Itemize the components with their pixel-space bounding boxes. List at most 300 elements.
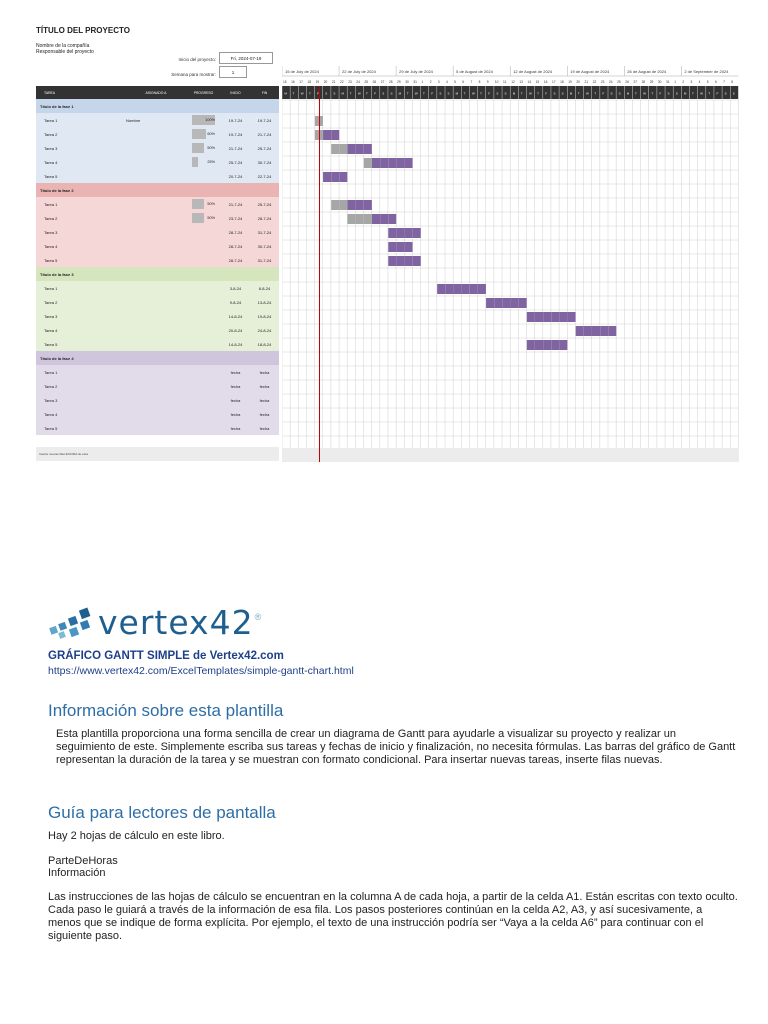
task-start[interactable]: 21-7-24 [228,145,243,151]
task-row[interactable] [36,309,279,323]
gantt-task-cell [535,312,543,322]
gantt-task-cell [470,284,478,294]
gantt-task-cell [396,158,404,168]
task-progress[interactable] [186,239,221,253]
task-end[interactable]: 18-8-24 [257,341,272,347]
task-end[interactable]: 22-7-24 [257,173,272,179]
task-progress[interactable] [186,421,221,435]
day-number: 14 [527,80,532,84]
week-label: 26 de August de 2024 [627,69,667,74]
task-name[interactable]: Tarea 3 [44,229,58,235]
week-label: 2 de September de 2024 [684,69,729,74]
day-letter: W [586,91,589,96]
gantt-task-cell [511,298,519,308]
task-progress[interactable] [186,407,221,421]
task-end[interactable]: fecha [259,397,270,403]
task-progress[interactable] [186,253,221,267]
progress-value: 25% [207,160,215,164]
day-letter: W [700,91,703,96]
task-row[interactable] [36,197,279,211]
project-title[interactable]: TÍTULO DEL PROYECTO [36,26,130,35]
gantt-task-cell [559,340,567,350]
task-start[interactable]: 14-8-24 [228,313,243,319]
day-letter: F [716,91,719,96]
task-start[interactable]: fecha [230,411,241,417]
day-number: 31 [666,80,670,84]
task-progress[interactable] [186,225,221,239]
day-letter: T [366,91,368,96]
gantt-task-cell [502,298,510,308]
gantt-footer-band [282,448,738,462]
day-letter: F [488,91,491,96]
gantt-task-cell [584,326,592,336]
day-letter: T [594,91,597,96]
gantt-progress-cell [315,130,323,140]
task-end[interactable]: fecha [259,369,270,375]
task-progress[interactable] [186,155,221,169]
gantt-progress-cell [331,200,339,210]
day-letter: F [545,91,548,96]
day-number: 27 [633,80,637,84]
gantt-progress-cell [348,214,356,224]
day-letter: S [732,91,735,96]
phase-title[interactable]: Título de la fase 2 [36,183,279,197]
gantt-chart [282,66,740,462]
template-link[interactable]: https://www.vertex42.com/ExcelTemplates/simple-gantt-chart.html [48,665,354,677]
task-start[interactable]: 3-8-24 [229,285,242,291]
task-row[interactable] [36,225,279,239]
gantt-task-cell [551,340,559,350]
day-letter: S [504,91,507,96]
task-end[interactable]: 31-7-24 [257,257,272,263]
display-week-input[interactable]: 1 [219,66,247,78]
task-progress[interactable] [186,379,221,393]
day-number: 15 [535,80,540,84]
day-number: 2 [429,80,432,84]
sheet-list [48,855,738,879]
day-letter: S [610,91,613,96]
gantt-task-cell [380,158,388,168]
gantt-task-cell [413,256,421,266]
task-progress[interactable] [186,197,221,211]
day-number: 20 [323,80,328,84]
day-number: 25 [617,80,621,84]
task-end[interactable]: 31-7-24 [257,229,272,235]
progress-bar [192,199,204,209]
gantt-task-cell [437,284,445,294]
task-start[interactable]: 19-7-24 [228,131,243,137]
table-header [36,86,279,99]
task-name[interactable]: Tarea 2 [44,131,58,137]
gantt-task-cell [559,312,567,322]
task-name[interactable]: Tarea 3 [44,145,58,151]
day-number: 30 [405,80,409,84]
day-number: 28 [388,80,393,84]
progress-bar [192,143,204,153]
day-number: 29 [397,80,401,84]
day-number: 16 [543,80,548,84]
gantt-task-cell [356,144,364,154]
day-letter: T [537,91,539,96]
task-row[interactable] [36,337,279,351]
task-name[interactable]: Tarea 1 [44,285,58,291]
day-letter: F [602,91,605,96]
day-letter: W [300,91,304,96]
gantt-task-cell [445,284,453,294]
task-progress[interactable] [186,295,221,309]
task-progress[interactable] [186,281,221,295]
week-label: 19 de August de 2024 [570,69,610,74]
phase-group [36,267,279,351]
day-letter: S [724,91,727,96]
gantt-sheet [0,0,768,470]
task-progress[interactable] [186,337,221,351]
gantt-task-cell [453,284,461,294]
task-start[interactable]: 14-8-24 [228,341,243,347]
task-name[interactable]: Tarea 4 [44,411,58,417]
day-letter: S [675,91,678,96]
task-end[interactable]: 30-7-24 [257,159,272,165]
task-name[interactable]: Tarea 4 [44,243,58,249]
day-letter: S [618,91,621,96]
task-assigned[interactable]: Nombre [126,117,141,123]
gantt-task-cell [543,312,551,322]
task-row[interactable] [36,127,279,141]
progress-value: 50% [207,202,215,206]
week-label: 15 de July de 2024 [285,69,319,74]
task-end[interactable]: 8-8-24 [258,285,271,291]
day-letter: S [333,91,336,96]
task-progress[interactable] [186,309,221,323]
task-start[interactable]: 25-7-24 [228,159,243,165]
gantt-task-cell [527,312,535,322]
day-letter: S [390,91,393,96]
logo-icon [48,605,92,639]
day-number: 28 [641,80,646,84]
gantt-task-cell [551,312,559,322]
task-start[interactable]: 28-7-24 [228,257,243,263]
day-letter: T [406,91,409,96]
day-number: 15 [283,80,287,84]
day-number: 16 [291,80,295,84]
task-progress[interactable] [186,169,221,183]
gantt-task-cell [331,172,339,182]
day-number: 9 [486,80,489,84]
task-start[interactable]: fecha [230,383,241,389]
gantt-task-cell [388,228,396,238]
task-row[interactable] [36,211,279,225]
progress-bar [192,213,204,223]
gantt-task-cell [323,172,331,182]
day-number: 17 [299,80,303,84]
phase-title[interactable]: Título de la fase 4 [36,351,279,365]
task-name[interactable]: Tarea 5 [44,257,58,263]
day-number: 6 [714,80,717,84]
task-end[interactable]: 25-7-24 [257,201,272,207]
task-name[interactable]: Tarea 4 [44,327,58,333]
day-number: 5 [454,80,456,84]
task-start[interactable]: 20-8-24 [228,327,243,333]
day-number: 5 [706,80,709,84]
task-name[interactable]: Tarea 1 [44,369,58,375]
day-number: 11 [503,80,507,84]
gantt-task-cell [380,214,388,224]
task-progress[interactable] [186,113,221,127]
guide-sheet-count: Hay 2 hojas de cálculo en este libro. [48,830,225,842]
day-number: 22 [340,80,344,84]
day-letter: T [463,91,466,96]
logo-text: vertex42 [98,602,254,642]
info-section [48,600,738,943]
day-letter: S [325,91,328,96]
task-name[interactable]: Tarea 5 [44,173,58,179]
task-start[interactable]: fecha [230,397,241,403]
task-start[interactable]: 28-7-24 [228,229,243,235]
day-number: 23 [600,80,605,84]
task-row[interactable] [36,421,279,435]
gantt-progress-cell [364,214,372,224]
task-name[interactable]: Tarea 1 [44,201,58,207]
progress-value: 60% [207,132,215,136]
task-start[interactable]: 21-7-24 [228,201,243,207]
logo-trademark: ® [254,612,262,622]
task-row[interactable] [36,239,279,253]
project-start-input[interactable]: Fri, 2024-07-19 [219,52,273,64]
task-progress[interactable] [186,211,221,225]
day-letter: M [455,91,459,96]
task-progress[interactable] [186,365,221,379]
day-number: 7 [470,80,473,84]
day-number: 18 [560,80,564,84]
day-letter: T [480,91,482,96]
gantt-task-cell [396,242,404,252]
gantt-progress-cell [364,158,372,168]
gantt-task-cell [388,158,396,168]
week-label: 12 de August de 2024 [513,69,553,74]
day-letter: M [683,91,687,96]
day-number: 13 [519,80,523,84]
task-end[interactable]: 19-7-24 [257,117,272,123]
gantt-task-cell [405,256,413,266]
task-start[interactable]: fecha [230,369,241,375]
day-number: 7 [723,80,725,84]
day-number: 27 [380,80,385,84]
day-number: 24 [356,80,360,84]
task-name[interactable]: Tarea 2 [44,383,58,389]
gantt-task-cell [405,228,413,238]
sheet-name-2: Información [48,867,106,879]
task-progress[interactable] [186,141,221,155]
day-number: 4 [446,80,448,84]
gantt-progress-cell [339,200,347,210]
task-name[interactable]: Tarea 1 [44,117,58,123]
day-letter: M [284,91,287,96]
day-number: 24 [609,80,613,84]
task-row[interactable] [36,323,279,337]
phase-title[interactable]: Título de la fase 3 [36,267,279,281]
gantt-task-cell [600,326,608,336]
gantt-task-cell [568,312,576,322]
day-letter: W [471,91,475,96]
day-number: 19 [315,80,320,84]
task-name[interactable]: Tarea 2 [44,215,58,221]
task-end[interactable]: fecha [259,425,270,431]
task-start[interactable]: 23-7-24 [228,215,243,221]
task-end[interactable]: 13-8-24 [257,299,272,305]
task-progress[interactable] [186,393,221,407]
task-row[interactable] [36,281,279,295]
day-number: 4 [698,80,701,84]
day-number: 20 [576,80,580,84]
phase-group [36,351,279,435]
day-number: 22 [592,80,597,84]
progress-bar [192,157,198,167]
week-label: 29 de July de 2024 [399,69,433,74]
task-end[interactable]: 25-7-24 [257,145,272,151]
day-letter: T [651,91,654,96]
day-number: 8 [731,80,734,84]
vertex42-logo [48,600,738,644]
day-letter: T [292,91,295,96]
week-label: 5 de August de 2024 [456,69,493,74]
task-end[interactable]: 24-8-24 [257,327,272,333]
day-letter: M [569,91,573,96]
task-progress[interactable] [186,127,221,141]
day-letter: F [659,91,662,96]
day-letter: T [423,91,425,96]
insert-rows-note: Inserte nuevas filas ENCIMA de ésta [36,447,279,461]
day-letter: M [626,91,630,96]
task-row[interactable] [36,393,279,407]
phase-group [36,99,279,183]
gantt-task-cell [364,200,372,210]
day-number: 26 [372,80,377,84]
company-name[interactable]: Nombre de la compañía [36,43,90,49]
task-name[interactable]: Tarea 5 [44,425,58,431]
gantt-progress-cell [331,144,339,154]
gantt-task-cell [413,228,421,238]
task-row[interactable] [36,253,279,267]
about-heading: Información sobre esta plantilla [48,701,284,720]
task-end[interactable]: fecha [259,411,270,417]
task-start[interactable]: 9-8-24 [229,299,242,305]
day-letter: W [643,91,646,96]
task-progress[interactable] [186,323,221,337]
day-number: 1 [421,80,424,84]
day-letter: T [520,91,523,96]
day-number: 26 [625,80,629,84]
company-info [36,43,94,55]
gantt-task-cell [396,228,404,238]
day-number: 19 [568,80,572,84]
day-letter: W [357,91,361,96]
progress-bar [192,129,206,139]
day-letter: S [553,91,556,96]
day-letter: S [667,91,670,96]
sheet-name-1: ParteDeHoras [48,855,118,867]
day-letter: M [398,91,402,96]
task-name[interactable]: Tarea 3 [44,313,58,319]
task-row[interactable] [36,113,279,127]
gantt-task-cell [608,326,616,336]
phase-group [36,183,279,267]
day-number: 12 [511,80,515,84]
task-row[interactable] [36,169,279,183]
task-row[interactable] [36,141,279,155]
day-letter: W [414,91,418,96]
phase-list [36,99,279,435]
task-start[interactable]: 19-7-24 [228,117,243,123]
task-start[interactable]: fecha [230,425,241,431]
task-end[interactable]: 19-8-24 [257,313,272,319]
task-end[interactable]: 30-7-24 [257,243,272,249]
day-number: 1 [674,80,676,84]
day-letter: T [708,91,711,96]
gantt-task-cell [478,284,486,294]
guide-heading: Guía para lectores de pantalla [48,803,276,822]
task-row[interactable] [36,295,279,309]
task-name[interactable]: Tarea 5 [44,341,58,347]
task-table [36,86,279,461]
task-row[interactable] [36,379,279,393]
day-number: 23 [348,80,352,84]
week-label: 22 de July de 2024 [342,69,376,74]
task-row[interactable] [36,365,279,379]
task-row[interactable] [36,407,279,421]
gantt-task-cell [348,200,356,210]
task-end[interactable]: fecha [259,383,270,389]
about-paragraph: Esta plantilla proporciona una forma sencilla de crear un diagrama de Gantt para ayudarle a visualizar su proyecto y realizar un seguimiento de este. Simplemente escriba sus tareas y fechas de inicio y finalización, no necesita fórmulas. Las barras del gráfico de Gantt representan la duración de la tarea y se muestran con formato condicional. Para insertar nuevas tareas, inserte filas nuevas. [56,728,736,766]
day-letter: S [439,91,442,96]
day-letter: S [561,91,564,96]
progress-value: 50% [207,146,215,150]
day-letter: T [349,91,352,96]
day-number: 10 [494,80,499,84]
task-end[interactable]: 28-7-24 [257,215,272,221]
day-letter: T [692,91,694,96]
task-start[interactable]: 20-7-24 [228,173,243,179]
project-start-label: Inicio del proyecto: [178,57,216,62]
gantt-task-cell [339,172,347,182]
project-manager[interactable]: Responsable del proyecto [36,49,94,55]
gantt-task-cell [396,256,404,266]
task-row[interactable] [36,155,279,169]
day-letter: F [317,91,319,96]
day-number: 3 [437,80,440,84]
day-number: 18 [307,80,311,84]
phase-title[interactable]: Título de la fase 1 [36,99,279,113]
progress-value: 50% [207,216,215,220]
day-letter: T [577,91,580,96]
gantt-task-cell [527,340,535,350]
gantt-task-cell [405,158,413,168]
task-name[interactable]: Tarea 4 [44,159,58,165]
day-number: 2 [682,80,685,84]
gantt-task-cell [348,144,356,154]
task-name[interactable]: Tarea 2 [44,299,58,305]
gantt-task-cell [535,340,543,350]
header-end: FIN [261,90,268,95]
task-end[interactable]: 21-7-24 [257,131,272,137]
gantt-task-cell [543,340,551,350]
day-letter: T [634,91,637,96]
task-name[interactable]: Tarea 3 [44,397,58,403]
day-letter: S [382,91,385,96]
task-start[interactable]: 28-7-24 [228,243,243,249]
guide-paragraph: Las instrucciones de las hojas de cálculo se encuentran en la columna A de cada hoja, a partir de la celda A1. Están escritas con texto oculto. Cada paso le guiará a través de la información de esa fila. Los pasos posteriores continúan en la celda A2, A3, y así sucesivamente, a menos que se indique de forma explícita. Por ejemplo, el texto de una instrucción podría ser “Vaya a la celda A6” para continuar con el siguiente paso. [48,891,738,942]
day-letter: F [374,91,376,96]
gantt-task-cell [364,144,372,154]
